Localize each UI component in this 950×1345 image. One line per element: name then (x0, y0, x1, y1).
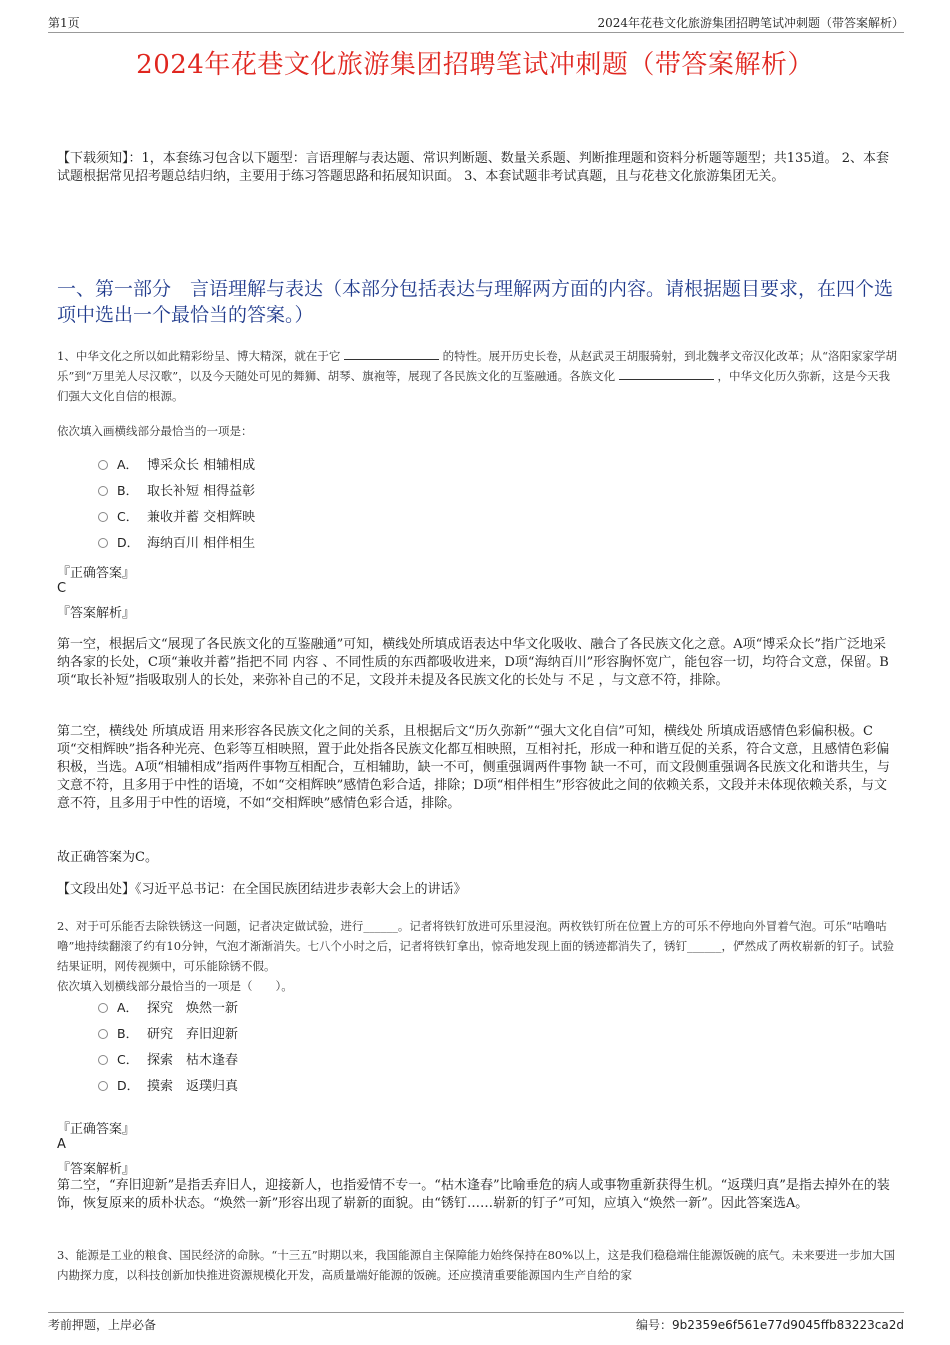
fill-blank (344, 347, 439, 360)
radio-icon[interactable] (98, 1055, 108, 1065)
question-2-prompt: 依次填入划横线部分最恰当的一项是（ ）。 (57, 979, 293, 993)
page-footer (48, 1312, 904, 1335)
download-notice: 【下载须知】：1，本套练习包含以下题型：言语理解与表达题、常识判断题、数量关系题、判断推理题和资料分析题等题型；共135道。 2、本套试题根据常见招考题总结归纳，主要用于练习答题思路和拓展知识面。 3、本套试题非考试真题，且与花巷文化旅游集团无关。 (57, 151, 889, 184)
radio-icon[interactable] (98, 512, 108, 522)
question-1-text: 1、中华文化之所以如此精彩纷呈、博大精深，就在于它 的特性。展开历史长卷，从赵武灵王胡服骑射，到北魏孝文帝汉化改革；从“洛阳家家学胡乐”到“万里羌人尽汉歌”，以及今天随处可见的舞狮、胡琴、旗袍等，展现了各民族文化的互鉴融通。各族文化 ，中华文化历久弥新，这是今天我们强大文化自信的根源。 (57, 349, 898, 403)
question-2-text: 2、对于可乐能否去除铁锈这一问题，记者决定做试验，进行______。记者将铁钉放进可乐里浸泡。两枚铁钉所在位置上方的可乐不停地向外冒着气泡。可乐“咕噜咕噜”地持续翻滚了约有10分钟，气泡才渐渐消失。七八个小时之后，记者将铁钉拿出，惊奇地发现上面的锈迹都消失了，锈钉______，俨然成了两枚崭新的钉子。试验结果证明，网传视频中，可乐能除锈不假。 (57, 919, 895, 973)
analysis-paragraph-1: 第一空，根据后文“展现了各民族文化的互鉴融通”可知，横线处所填成语表达中华文化吸收、融合了各民族文化之意。A项“博采众长”指广泛地采纳各家的长处，C项“兼收并蓄”指把不同 内容 、不同性质的东西都吸收进来，D项“海纳百川”形容胸怀宽广，能包容一切，均符合文意，保留。B项“取长补短”指吸取别人的长处，来弥补自己的不足，文段并未提及各民族文化的长处与 不足 ，与文意不符，排除。 (57, 637, 889, 688)
option-b[interactable]: B． 研究 弃旧迎新 (98, 1021, 238, 1047)
answer-value: A (57, 1137, 66, 1152)
answer-label: 『正确答案』 (57, 1122, 136, 1137)
radio-icon[interactable] (98, 1029, 108, 1039)
question-1-options (98, 452, 255, 556)
question-2-options (98, 995, 238, 1099)
radio-icon[interactable] (98, 538, 108, 548)
analysis-label: 『答案解析』 (57, 606, 136, 621)
option-a[interactable]: A． 探究 焕然一新 (98, 995, 238, 1021)
option-c[interactable]: C． 探索 枯木逢春 (98, 1047, 238, 1073)
page-number: 第1页 (48, 16, 80, 30)
option-a[interactable]: A． 博采众长 相辅相成 (98, 452, 255, 478)
document-title: 2024年花巷文化旅游集团招聘笔试冲刺题（带答案解析） (136, 50, 814, 80)
radio-icon[interactable] (98, 1081, 108, 1091)
radio-icon[interactable] (98, 486, 108, 496)
answer-label: 『正确答案』 (57, 566, 136, 581)
section-heading: 一、第一部分 言语理解与表达（本部分包括表达与理解两方面的内容。请根据题目要求，在四个选项中选出一个最恰当的答案。） (57, 278, 894, 326)
header-doc-title: 2024年花巷文化旅游集团招聘笔试冲刺题（带答案解析） (597, 16, 904, 30)
analysis-paragraph: 第二空，“弃旧迎新”是指丢弃旧人，迎接新人，也指爱情不专一。“枯木逢春”比喻垂危的病人或事物重新获得生机。“返璞归真”是指去掉外在的装饰，恢复原来的质朴状态。“焕然一新”形容出现了崭新的面貌。由“锈钉……崭新的钉子”可知，应填入“焕然一新”。因此答案选A。 (57, 1178, 890, 1211)
question-3-text: 3、能源是工业的粮食、国民经济的命脉。“十三五”时期以来，我国能源自主保障能力始终保持在80%以上，这是我们稳稳端住能源饭碗的底气。未来要进一步加大国内勘探力度，以科技创新加快推进资源规模化开发，高质量端好能源的饭碗。还应摸清重要能源国内生产自给的家 (57, 1248, 896, 1282)
page-header (48, 12, 904, 33)
analysis-label: 『答案解析』 (57, 1162, 136, 1177)
footer-slogan: 考前押题，上岸必备 (48, 1318, 157, 1332)
source-citation: 【文段出处】《习近平总书记：在全国民族团结进步表彰大会上的讲话》 (57, 882, 467, 897)
option-d[interactable]: D． 摸索 返璞归真 (98, 1073, 238, 1099)
option-c[interactable]: C． 兼收并蓄 交相辉映 (98, 504, 255, 530)
option-b[interactable]: B． 取长补短 相得益彰 (98, 478, 255, 504)
answer-value: C (57, 581, 67, 596)
option-d[interactable]: D． 海纳百川 相伴相生 (98, 530, 255, 556)
radio-icon[interactable] (98, 1003, 108, 1013)
footer-code: 编号：9b2359e6f561e77d9045ffb83223ca2d (635, 1318, 904, 1332)
analysis-paragraph-2: 第二空，横线处 所填成语 用来形容各民族文化之间的关系，且根据后文“历久弥新”“强大文化自信”可知，横线处 所填成语感情色彩偏积极。C项“交相辉映”指各种光亮、色彩等互相映照，置于此处指各民族文化都互相映照，互相衬托，形成一种和谐互促的关系，符合文意，且感情色彩偏积极，当选。A项“相辅相成”指两件事物互相配合，互相辅助，缺一不可，侧重强调两件事物 缺一不可，而文段侧重强调各民族文化和谐共生，与文意不符，且多用于中性的语境，不如“交相辉映”感情色彩合适，排除；D项“相伴相生”形容彼此之间的依赖关系，文段并未体现依赖关系，与文意不符，且多用于中性的语境，不如“交相辉映”感情色彩合适，排除。 (57, 724, 890, 811)
fill-blank (619, 367, 714, 380)
question-1-prompt: 依次填入画横线部分最恰当的一项是： (57, 424, 253, 438)
analysis-conclusion: 故正确答案为C。 (57, 850, 158, 865)
radio-icon[interactable] (98, 460, 108, 470)
